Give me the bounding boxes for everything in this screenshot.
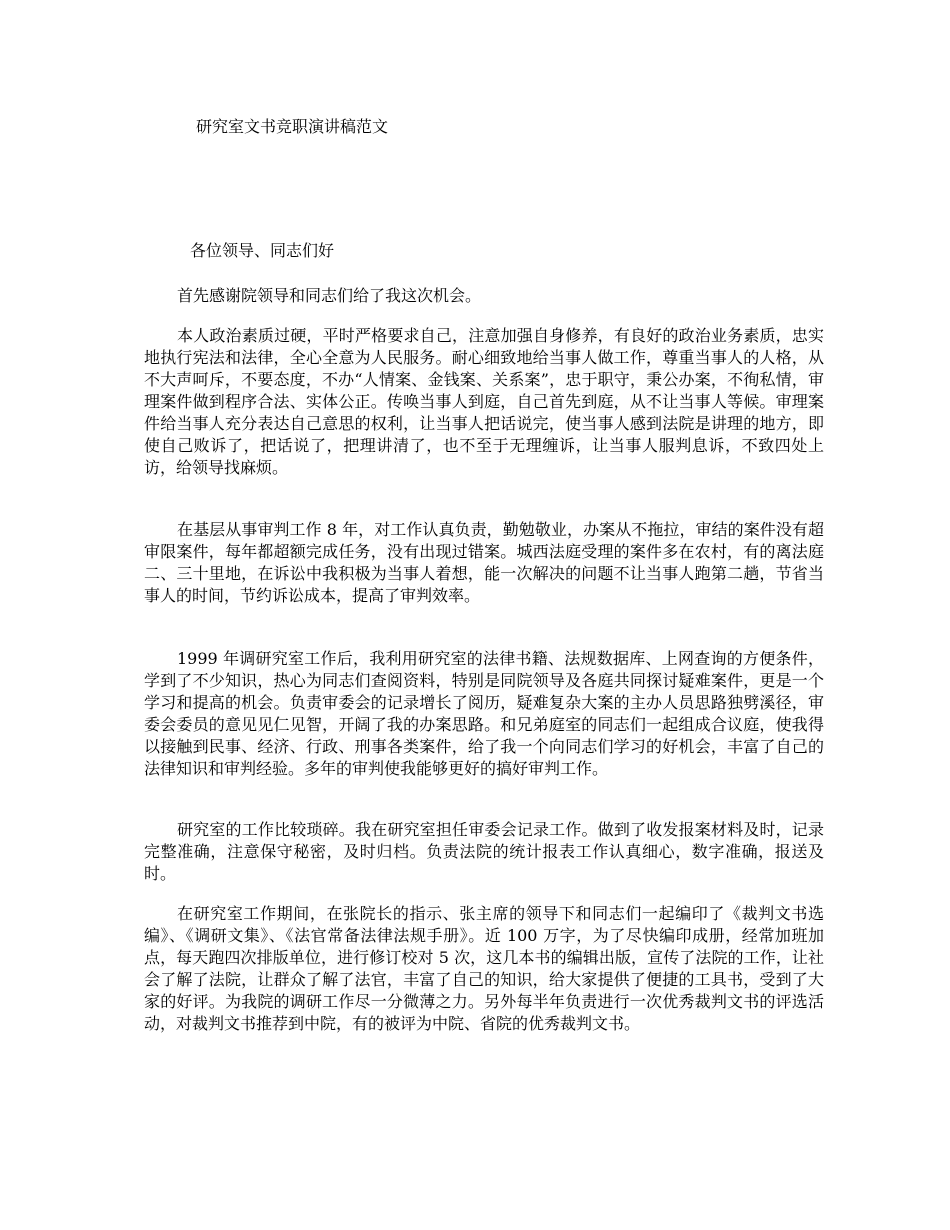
paragraph-political-quality: 本人政治素质过硬，平时严格要求自己，注意加强自身修养，有良好的政治业务素质，忠实地执行宪法和法律，全心全意为人民服务。耐心细致地给当事人做工作，尊重当事人的人格，从不大声呵斥，不要态度，不办“人情案、金钱案、关系案”，忠于职守，秉公办案，不徇私情，审理案件做到程序合法、实体公正。传唤当事人到庭，自己首先到庭，从不让当事人等候。审理案件给当事人充分表达自己意思的权利，让当事人把话说完，使当事人感到法院是讲理的地方，即使自己败诉了，把话说了，把理讲清了，也不至于无理缠诉，让当事人服判息诉，不致四处上访，给领导找麻烦。 (144, 326, 824, 477)
paragraph-publications: 在研究室工作期间，在张院长的指示、张主席的领导下和同志们一起编印了《裁判文书选编》、《调研文集》、《法官常备法律法规手册》。近 100 万字，为了尽快编印成册，经常加班加点，每天跑四次排版单位，进行修订校对 5 次，这几本书的编辑出版，宣传了法院的工作，让社会了解了法院，让群众了解了法官，丰富了自己的知识，给大家提供了便捷的工具书，受到了大家的好评。为我院的调研工作尽一分微薄之力。另外每半年负责进行一次优秀裁判文书的评选活动，对裁判文书推荐到中院，有的被评为中院、省院的优秀裁判文书。 (144, 904, 824, 1033)
paragraph-thanks: 首先感谢院领导和同志们给了我这次机会。 (177, 286, 482, 305)
paragraph-research-office: 1999 年调研究室工作后，我利用研究室的法律书籍、法规数据库、上网查询的方便条件，学到了不少知识，热心为同志们查阅资料，特别是同院领导及各庭共同探讨疑难案件，更是一个学习和提高的机会。负责审委会的记录增长了阅历，疑难复杂大案的主办人员思路独劈溪径，审委会委员的意见见仁见智，开阔了我的办案思路。和兄弟庭室的同志们一起组成合议庭，使我得以接触到民事、经济、行政、刑事各类案件，给了我一个向同志们学习的好机会，丰富了自己的法律知识和审判经验。多年的审判使我能够更好的搞好审判工作。 (144, 649, 824, 778)
paragraph-record-work: 研究室的工作比较琐碎。我在研究室担任审委会记录工作。做到了收发报案材料及时，记录完整准确，注意保守秘密，及时归档。负责法院的统计报表工作认真细心，数字准确，报送及时。 (144, 820, 824, 883)
salutation: 各位领导、同志们好 (190, 241, 335, 260)
paragraph-trial-work: 在基层从事审判工作 8 年，对工作认真负责，勤勉敬业，办案从不拖拉，审结的案件没有超审限案件，每年都超额完成任务，没有出现过错案。城西法庭受理的案件多在农村，有的离法庭二、三十里地，在诉讼中我积极为当事人着想，能一次解决的问题不让当事人跑第二趟，节省当事人的时间，节约诉讼成本，提高了审判效率。 (144, 520, 824, 605)
document-title: 研究室文书竞职演讲稿范文 (196, 117, 389, 136)
